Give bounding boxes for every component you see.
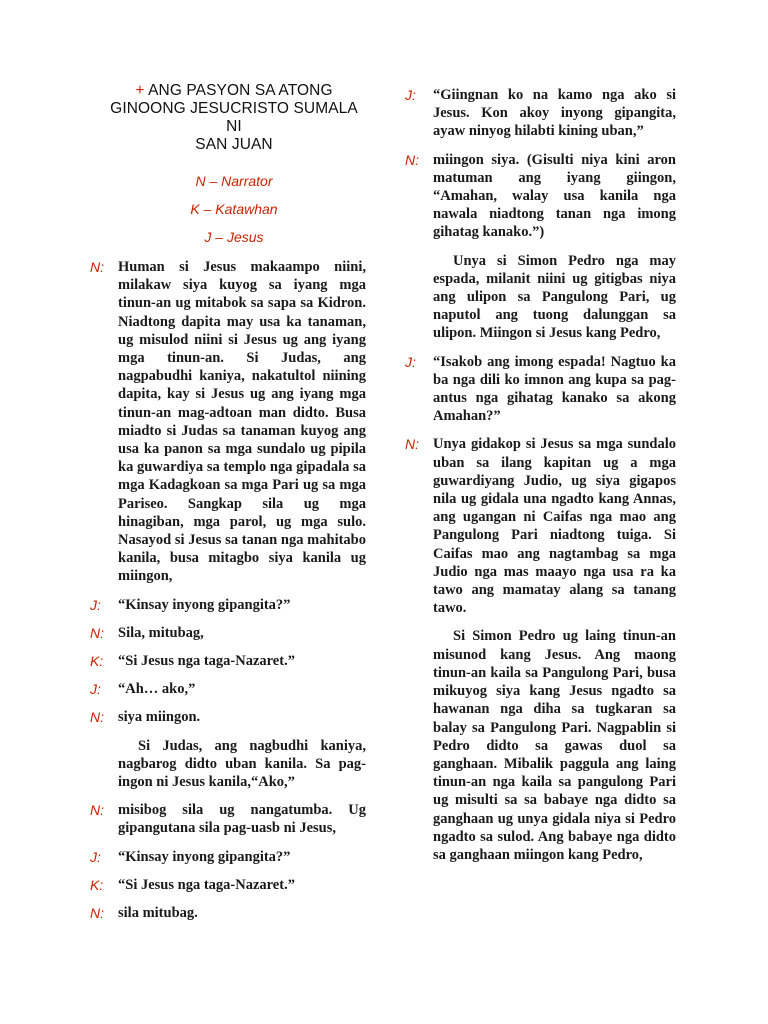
speaker-tag: J:	[90, 681, 101, 698]
dialogue-line	[403, 151, 676, 242]
dialogue-line	[88, 876, 366, 894]
dialogue-text: “Kinsay inyong gipangita?”	[118, 596, 291, 613]
speaker-tag: N:	[90, 709, 104, 726]
dialogue-text: “Giingnan ko na kamo nga ako si Jesus. Kon akoy inyong gipangita, ayaw ninyog hilabti kining uban,”	[433, 87, 676, 140]
dialogue-text: Unya gidakop si Jesus sa mga sundalo uban sa ilang kapitan ug a mga guwardiyang Judio, ug siya gigapos nila ug gidala una ngadto kang Annas, ang ugangan ni Caifas nga mao ang Pangulong Pari niadtong tuiga. Si Caifas mao ang nagtambag sa mga Judio nga mas maayo nga usa ra ka tawo ang mamatay alang sa tanang tawo.	[433, 436, 676, 617]
speaker-tag: N:	[90, 802, 104, 819]
dialogue-line	[88, 258, 366, 586]
speaker-tag: K:	[90, 653, 104, 670]
speaker-tag: N:	[90, 905, 104, 922]
dialogue-line	[88, 596, 366, 614]
dialogue-text: sila mitubag.	[118, 905, 198, 922]
legend-narrator: N – Narrator	[195, 173, 273, 189]
title-line-1: ANG PASYON SA ATONG	[144, 82, 333, 99]
speaker-tag: J:	[90, 596, 101, 613]
dialogue-line	[88, 680, 366, 698]
left-column	[88, 82, 366, 932]
dialogue-line	[403, 86, 676, 141]
speaker-tag: N:	[90, 259, 104, 275]
narration-paragraph: Unya si Simon Pedro nga may espada, milanit niini ug gitigbas niya ang ulipon sa Pangulong Pari, ug naputol ang tuong dalunggan sa ulipon. Miingon si Jesus kang Pedro,	[433, 252, 676, 342]
left-dialogue	[88, 258, 366, 922]
dialogue-line	[88, 624, 366, 642]
title-line-2: GINOONG JESUCRISTO SUMALA NI	[110, 100, 358, 135]
dialogue-text: misibog sila ug nangatumba. Ug gipangutana sila pag-uasb ni Jesus,	[118, 802, 366, 837]
title-line-3: SAN JUAN	[195, 136, 273, 153]
dialogue-line	[88, 801, 366, 837]
dialogue-text: “Kinsay inyong gipangita?”	[118, 848, 291, 865]
dialogue-line	[88, 652, 366, 670]
right-dialogue	[403, 86, 676, 864]
dialogue-text: “Isakob ang imong espada! Nagtuo ka ba nga dili ko imnon ang kupa sa pag-antus nga gihatag kanako sa akong Amahan?”	[433, 353, 676, 425]
dialogue-line	[403, 435, 676, 617]
speaker-tag: N:	[405, 436, 419, 453]
dialogue-text: miingon siya. (Gisulti niya kini aron matuman ang iyang giingon, “Amahan, walay usa kanila nga nawala niadtong tanan nga imong gihatag kanako.”)	[433, 151, 676, 241]
legend-katawhan: K – Katawhan	[190, 201, 278, 217]
page-title	[102, 82, 366, 154]
dialogue-text: “Si Jesus nga taga-Nazaret.”	[118, 653, 295, 670]
narration-paragraph: Si Simon Pedro ug laing tinun-an misunod kang Jesus. Ang maong tinun-an kaila sa Pangulong Pari, busa mikuyog siya kang Jesus ngadto sa hawanan nga diha sa tugkaran sa balay sa Pangulong Pari. Nagpablin si Pedro didto sa gawas duol sa ganghaan. Mibalik paggula ang laing tinun-an nga kaila sa pangulong Pari ug misulti sa sa babaye nga didto sa ganghaan ug unya gidala niya si Pedro ngadto sa sulod. Ang babaye nga didto sa ganghaan miingon kang Pedro,	[433, 628, 676, 863]
dialogue-text: Human si Jesus makaampo niini, milakaw siya kuyog sa iyang mga tinun-an ug mitabok sa sapa sa Kidron. Niadtong dapita may usa ka tanaman, ug misulod niini si Jesus ug ang iyang mga tinun-an. Si Judas, ang nagpabudhi kaniya, nakatultol niining dapita, kay si Jesus ug ang iyang mga tinun-an mag-adtoan man didto. Busa miadto si Judas sa tanaman kuyog ang usa ka panon sa mga sundalo ug pipila ka guwardiya sa templo nga gipadala sa mga Kadagkoan sa mga Pari ug sa mga Pariseo. Sangkap sila ug mga hinagiban, mga parol, ug mga sulo. Nasayod si Jesus sa tanan nga mahitabo kanila, busa mitagbo siya kanila ug miingon,	[118, 259, 366, 585]
speaker-tag: J:	[405, 87, 416, 103]
dialogue-line	[403, 353, 676, 426]
legend-jesus: J – Jesus	[204, 229, 264, 245]
speaker-tag: N:	[90, 624, 104, 641]
dialogue-text: “Si Jesus nga taga-Nazaret.”	[118, 876, 295, 893]
dialogue-line	[88, 904, 366, 922]
dialogue-line	[88, 848, 366, 866]
dialogue-text: siya miingon.	[118, 709, 201, 726]
narration-paragraph: Si Judas, ang nagbudhi kaniya, nagbarog didto uban kanila. Sa pag-ingon ni Jesus kanila,“Ako,”	[118, 737, 366, 791]
cross-symbol: +	[135, 82, 145, 99]
speaker-tag: J:	[90, 848, 101, 865]
dialogue-text: “Ah… ako,”	[118, 681, 196, 698]
speaker-tag: K:	[90, 876, 104, 893]
dialogue-text: Sila, mitubag,	[118, 624, 204, 641]
speaker-tag: N:	[405, 151, 419, 168]
right-column	[403, 86, 676, 874]
dialogue-line	[88, 708, 366, 726]
speaker-tag: J:	[405, 353, 416, 370]
